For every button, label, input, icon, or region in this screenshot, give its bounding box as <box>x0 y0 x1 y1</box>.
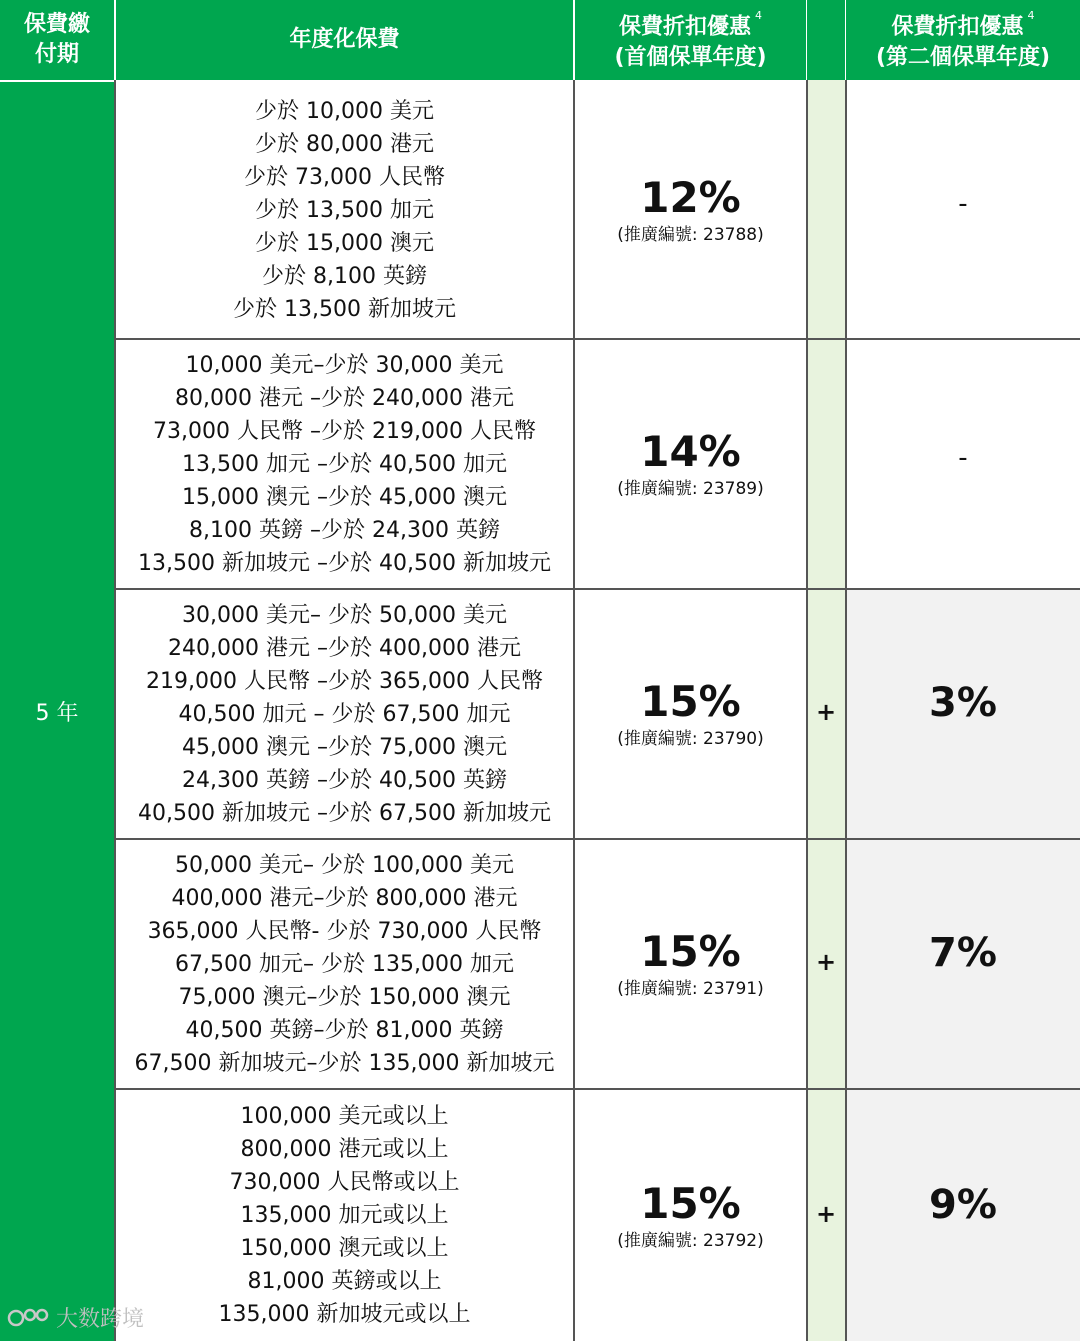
premium-line: 少於 13,500 新加坡元 <box>233 296 456 322</box>
discount-second-year-cell <box>846 1090 1080 1341</box>
discount-second-year-cell <box>846 82 1080 338</box>
discount-percent: 12% <box>640 173 741 222</box>
premium-line: 15,000 澳元 –少於 45,000 澳元 <box>182 484 507 510</box>
premium-line: 少於 13,500 加元 <box>255 197 434 223</box>
premium-line: 400,000 港元–少於 800,000 港元 <box>171 885 518 911</box>
discount-first-year-cell <box>575 82 806 338</box>
divider <box>806 80 808 1341</box>
premium-line: 67,500 新加坡元–少於 135,000 新加坡元 <box>134 1050 555 1076</box>
premium-line: 80,000 港元 –少於 240,000 港元 <box>175 385 514 411</box>
discount-second-year-value: - <box>958 443 968 473</box>
header-discount-second-year <box>846 0 1080 80</box>
watermark <box>6 1302 144 1333</box>
premium-cell <box>116 82 573 338</box>
premium-line: 75,000 澳元–少於 150,000 澳元 <box>178 984 511 1010</box>
header-premium-label: 年度化保費 <box>289 27 400 52</box>
header-term-line1: 保費繳 <box>23 12 90 37</box>
premium-line: 少於 80,000 港元 <box>255 131 434 157</box>
discount-percent: 14% <box>640 427 741 476</box>
discount-percent: 15% <box>640 927 741 976</box>
premium-line: 45,000 澳元 –少於 75,000 澳元 <box>182 734 507 760</box>
premium-line: 219,000 人民幣 –少於 365,000 人民幣 <box>146 668 543 694</box>
promo-code: (推廣編號: 23791) <box>617 979 764 999</box>
watermark-text: 大数跨境 <box>56 1307 145 1332</box>
premium-line: 67,500 加元– 少於 135,000 加元 <box>175 951 514 977</box>
discount-second-year-value: 3% <box>929 680 997 726</box>
discount-first-year-cell <box>575 1090 806 1341</box>
header-premium <box>116 0 573 80</box>
promo-code: (推廣編號: 23789) <box>617 479 764 499</box>
premium-line: 少於 8,100 英鎊 <box>262 263 427 289</box>
plus-sign: + <box>815 698 837 726</box>
discount-first-year-cell <box>575 340 806 588</box>
discount-second-year-value: 7% <box>929 930 997 976</box>
header-discount1-line1: 保費折扣優惠 <box>618 14 751 40</box>
watermark-logo-icon <box>6 1305 50 1331</box>
plus-column <box>807 0 845 1341</box>
header-discount1-line2: (首個保單年度) <box>614 44 767 70</box>
promo-code: (推廣編號: 23792) <box>617 1230 764 1251</box>
premium-line: 少於 10,000 美元 <box>255 98 434 124</box>
plus-sign: + <box>815 948 837 976</box>
premium-line: 240,000 港元 –少於 400,000 港元 <box>168 635 521 661</box>
discount-second-year-cell <box>846 840 1080 1088</box>
premium-line: 13,500 新加坡元 –少於 40,500 新加坡元 <box>138 550 551 576</box>
discount-percent: 15% <box>640 1178 741 1228</box>
premium-line: 8,100 英鎊 –少於 24,300 英鎊 <box>189 517 500 543</box>
header-discount-first-year <box>575 0 806 80</box>
premium-cell <box>116 590 573 838</box>
premium-line: 50,000 美元– 少於 100,000 美元 <box>175 852 514 878</box>
premium-cell <box>116 1090 573 1341</box>
footnote-4: 4 <box>755 9 762 23</box>
header-term <box>0 0 114 80</box>
divider <box>573 80 575 1341</box>
premium-line: 81,000 英鎊或以上 <box>247 1269 442 1294</box>
discount-second-year-value: - <box>958 189 968 219</box>
premium-line: 40,500 新加坡元 –少於 67,500 新加坡元 <box>138 800 551 826</box>
discount-percent: 15% <box>640 677 741 726</box>
row-divider <box>114 338 1080 340</box>
discount-first-year-cell <box>575 590 806 838</box>
premium-line: 100,000 美元或以上 <box>240 1104 449 1129</box>
promo-code: (推廣編號: 23790) <box>617 729 764 749</box>
discount-second-year-cell <box>846 590 1080 838</box>
premium-line: 135,000 新加坡元或以上 <box>218 1302 471 1327</box>
premium-line: 10,000 美元–少於 30,000 美元 <box>185 352 504 378</box>
premium-line: 30,000 美元– 少於 50,000 美元 <box>182 602 507 628</box>
footnote-4: 4 <box>1027 9 1035 23</box>
premium-line: 少於 15,000 澳元 <box>255 230 434 256</box>
discount-second-year-value: 9% <box>929 1181 997 1228</box>
discount-second-year-cell <box>846 340 1080 588</box>
premium-line: 40,500 加元 – 少於 67,500 加元 <box>178 701 511 727</box>
discount-first-year-cell <box>575 840 806 1088</box>
term-cell <box>0 82 114 1341</box>
term-label: 5 年 <box>35 701 79 726</box>
header-discount2-line2: (第二個保單年度) <box>875 44 1051 70</box>
premium-cell <box>116 840 573 1088</box>
divider <box>114 80 116 1341</box>
premium-line: 40,500 英鎊–少於 81,000 英鎊 <box>185 1017 504 1043</box>
premium-line: 730,000 人民幣或以上 <box>229 1170 460 1195</box>
header-discount2-line1: 保費折扣優惠 <box>891 14 1024 40</box>
divider <box>845 80 847 1341</box>
premium-line: 24,300 英鎊 –少於 40,500 英鎊 <box>182 767 507 793</box>
promo-code: (推廣編號: 23788) <box>617 225 764 245</box>
row-divider <box>114 838 1080 840</box>
row-divider <box>114 1088 1080 1090</box>
premium-line: 135,000 加元或以上 <box>240 1203 449 1228</box>
premium-line: 365,000 人民幣- 少於 730,000 人民幣 <box>147 918 542 944</box>
plus-sign: + <box>815 1199 837 1228</box>
plus-column-header <box>807 0 845 80</box>
premium-line: 73,000 人民幣 –少於 219,000 人民幣 <box>153 418 536 444</box>
premium-line: 150,000 澳元或以上 <box>240 1236 449 1261</box>
header-term-line2: 付期 <box>34 42 79 67</box>
premium-line: 少於 73,000 人民幣 <box>244 164 445 190</box>
row-divider <box>114 588 1080 590</box>
premium-line: 13,500 加元 –少於 40,500 加元 <box>182 451 507 477</box>
premium-cell <box>116 340 573 588</box>
premium-line: 800,000 港元或以上 <box>240 1137 449 1162</box>
